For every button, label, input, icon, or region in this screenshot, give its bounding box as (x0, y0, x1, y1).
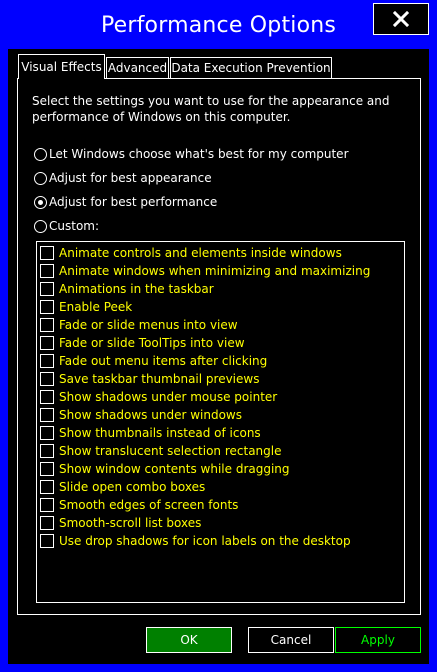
effects-checkbox-list[interactable] (36, 241, 405, 603)
effect-label: Show thumbnails instead of icons (59, 426, 261, 440)
dialog-client-area (8, 49, 429, 664)
effect-checkbox[interactable] (40, 264, 54, 278)
effect-list-item[interactable] (40, 442, 282, 460)
effect-checkbox[interactable] (40, 516, 54, 530)
effect-label: Show window contents while dragging (59, 462, 290, 476)
window-title: Performance Options (100, 12, 337, 38)
radio-label: Custom: (49, 219, 100, 233)
effect-list-item[interactable] (40, 532, 351, 550)
radio-option[interactable] (34, 169, 212, 187)
effect-checkbox[interactable] (40, 246, 54, 260)
radio-button[interactable] (34, 172, 47, 185)
visual-effects-panel (17, 78, 421, 615)
effect-checkbox[interactable] (40, 300, 54, 314)
effect-list-item[interactable] (40, 334, 245, 352)
effect-checkbox[interactable] (40, 282, 54, 296)
effect-checkbox[interactable] (40, 390, 54, 404)
apply-button[interactable]: Apply (335, 627, 421, 653)
effect-checkbox[interactable] (40, 498, 54, 512)
effect-checkbox[interactable] (40, 318, 54, 332)
effect-label: Enable Peek (59, 300, 133, 314)
effect-list-item[interactable] (40, 406, 242, 424)
effect-checkbox[interactable] (40, 444, 54, 458)
description-text: Select the settings you want to use for the appearance and performance of Windows on this computer. (32, 94, 390, 124)
tab-data-execution-prevention[interactable]: Data Execution Prevention (170, 57, 332, 78)
effect-label: Animate windows when minimizing and maximizing (59, 264, 371, 278)
effect-label: Show translucent selection rectangle (59, 444, 282, 458)
effect-list-item[interactable] (40, 388, 277, 406)
effect-checkbox[interactable] (40, 354, 54, 368)
radio-button[interactable] (34, 220, 47, 233)
effect-checkbox[interactable] (40, 408, 54, 422)
effect-list-item[interactable] (40, 244, 342, 262)
effect-list-item[interactable] (40, 478, 205, 496)
radio-option[interactable] (34, 193, 217, 211)
effect-label: Slide open combo boxes (59, 480, 206, 494)
effect-label: Save taskbar thumbnail previews (59, 372, 260, 386)
effect-label: Fade or slide ToolTips into view (59, 336, 245, 350)
radio-option[interactable] (34, 145, 349, 163)
effect-label: Fade or slide menus into view (59, 318, 238, 332)
effect-label: Animate controls and elements inside windows (59, 246, 342, 260)
effect-list-item[interactable] (40, 460, 290, 478)
effect-list-item[interactable] (40, 298, 132, 316)
effect-checkbox[interactable] (40, 462, 54, 476)
effect-checkbox[interactable] (40, 534, 54, 548)
tab-visual-effects[interactable]: Visual Effects (18, 54, 105, 79)
cancel-button[interactable]: Cancel (248, 627, 334, 653)
radio-button[interactable] (34, 196, 47, 209)
radio-label: Let Windows choose what's best for my computer (49, 147, 349, 161)
effect-checkbox[interactable] (40, 480, 54, 494)
effect-checkbox[interactable] (40, 336, 54, 350)
effect-list-item[interactable] (40, 496, 238, 514)
effect-label: Show shadows under windows (59, 408, 242, 422)
effect-label: Smooth-scroll list boxes (59, 516, 202, 530)
radio-label: Adjust for best performance (49, 195, 218, 209)
effect-label: Fade out menu items after clicking (59, 354, 268, 368)
tab-advanced[interactable]: Advanced (106, 57, 169, 78)
effect-list-item[interactable] (40, 424, 261, 442)
effect-list-item[interactable] (40, 262, 370, 280)
effect-list-item[interactable] (40, 316, 238, 334)
effect-label: Animations in the taskbar (59, 282, 214, 296)
effect-checkbox[interactable] (40, 426, 54, 440)
effect-list-item[interactable] (40, 514, 201, 532)
effect-label: Show shadows under mouse pointer (59, 390, 278, 404)
close-icon (393, 11, 409, 27)
effect-checkbox[interactable] (40, 372, 54, 386)
effect-list-item[interactable] (40, 370, 259, 388)
ok-button[interactable]: OK (146, 627, 232, 653)
effect-label: Smooth edges of screen fonts (59, 498, 239, 512)
effect-list-item[interactable] (40, 352, 267, 370)
radio-option[interactable] (34, 217, 99, 235)
effect-label: Use drop shadows for icon labels on the desktop (59, 534, 351, 548)
radio-label: Adjust for best appearance (49, 171, 212, 185)
effect-list-item[interactable] (40, 280, 214, 298)
radio-button[interactable] (34, 148, 47, 161)
close-button[interactable] (373, 3, 429, 35)
